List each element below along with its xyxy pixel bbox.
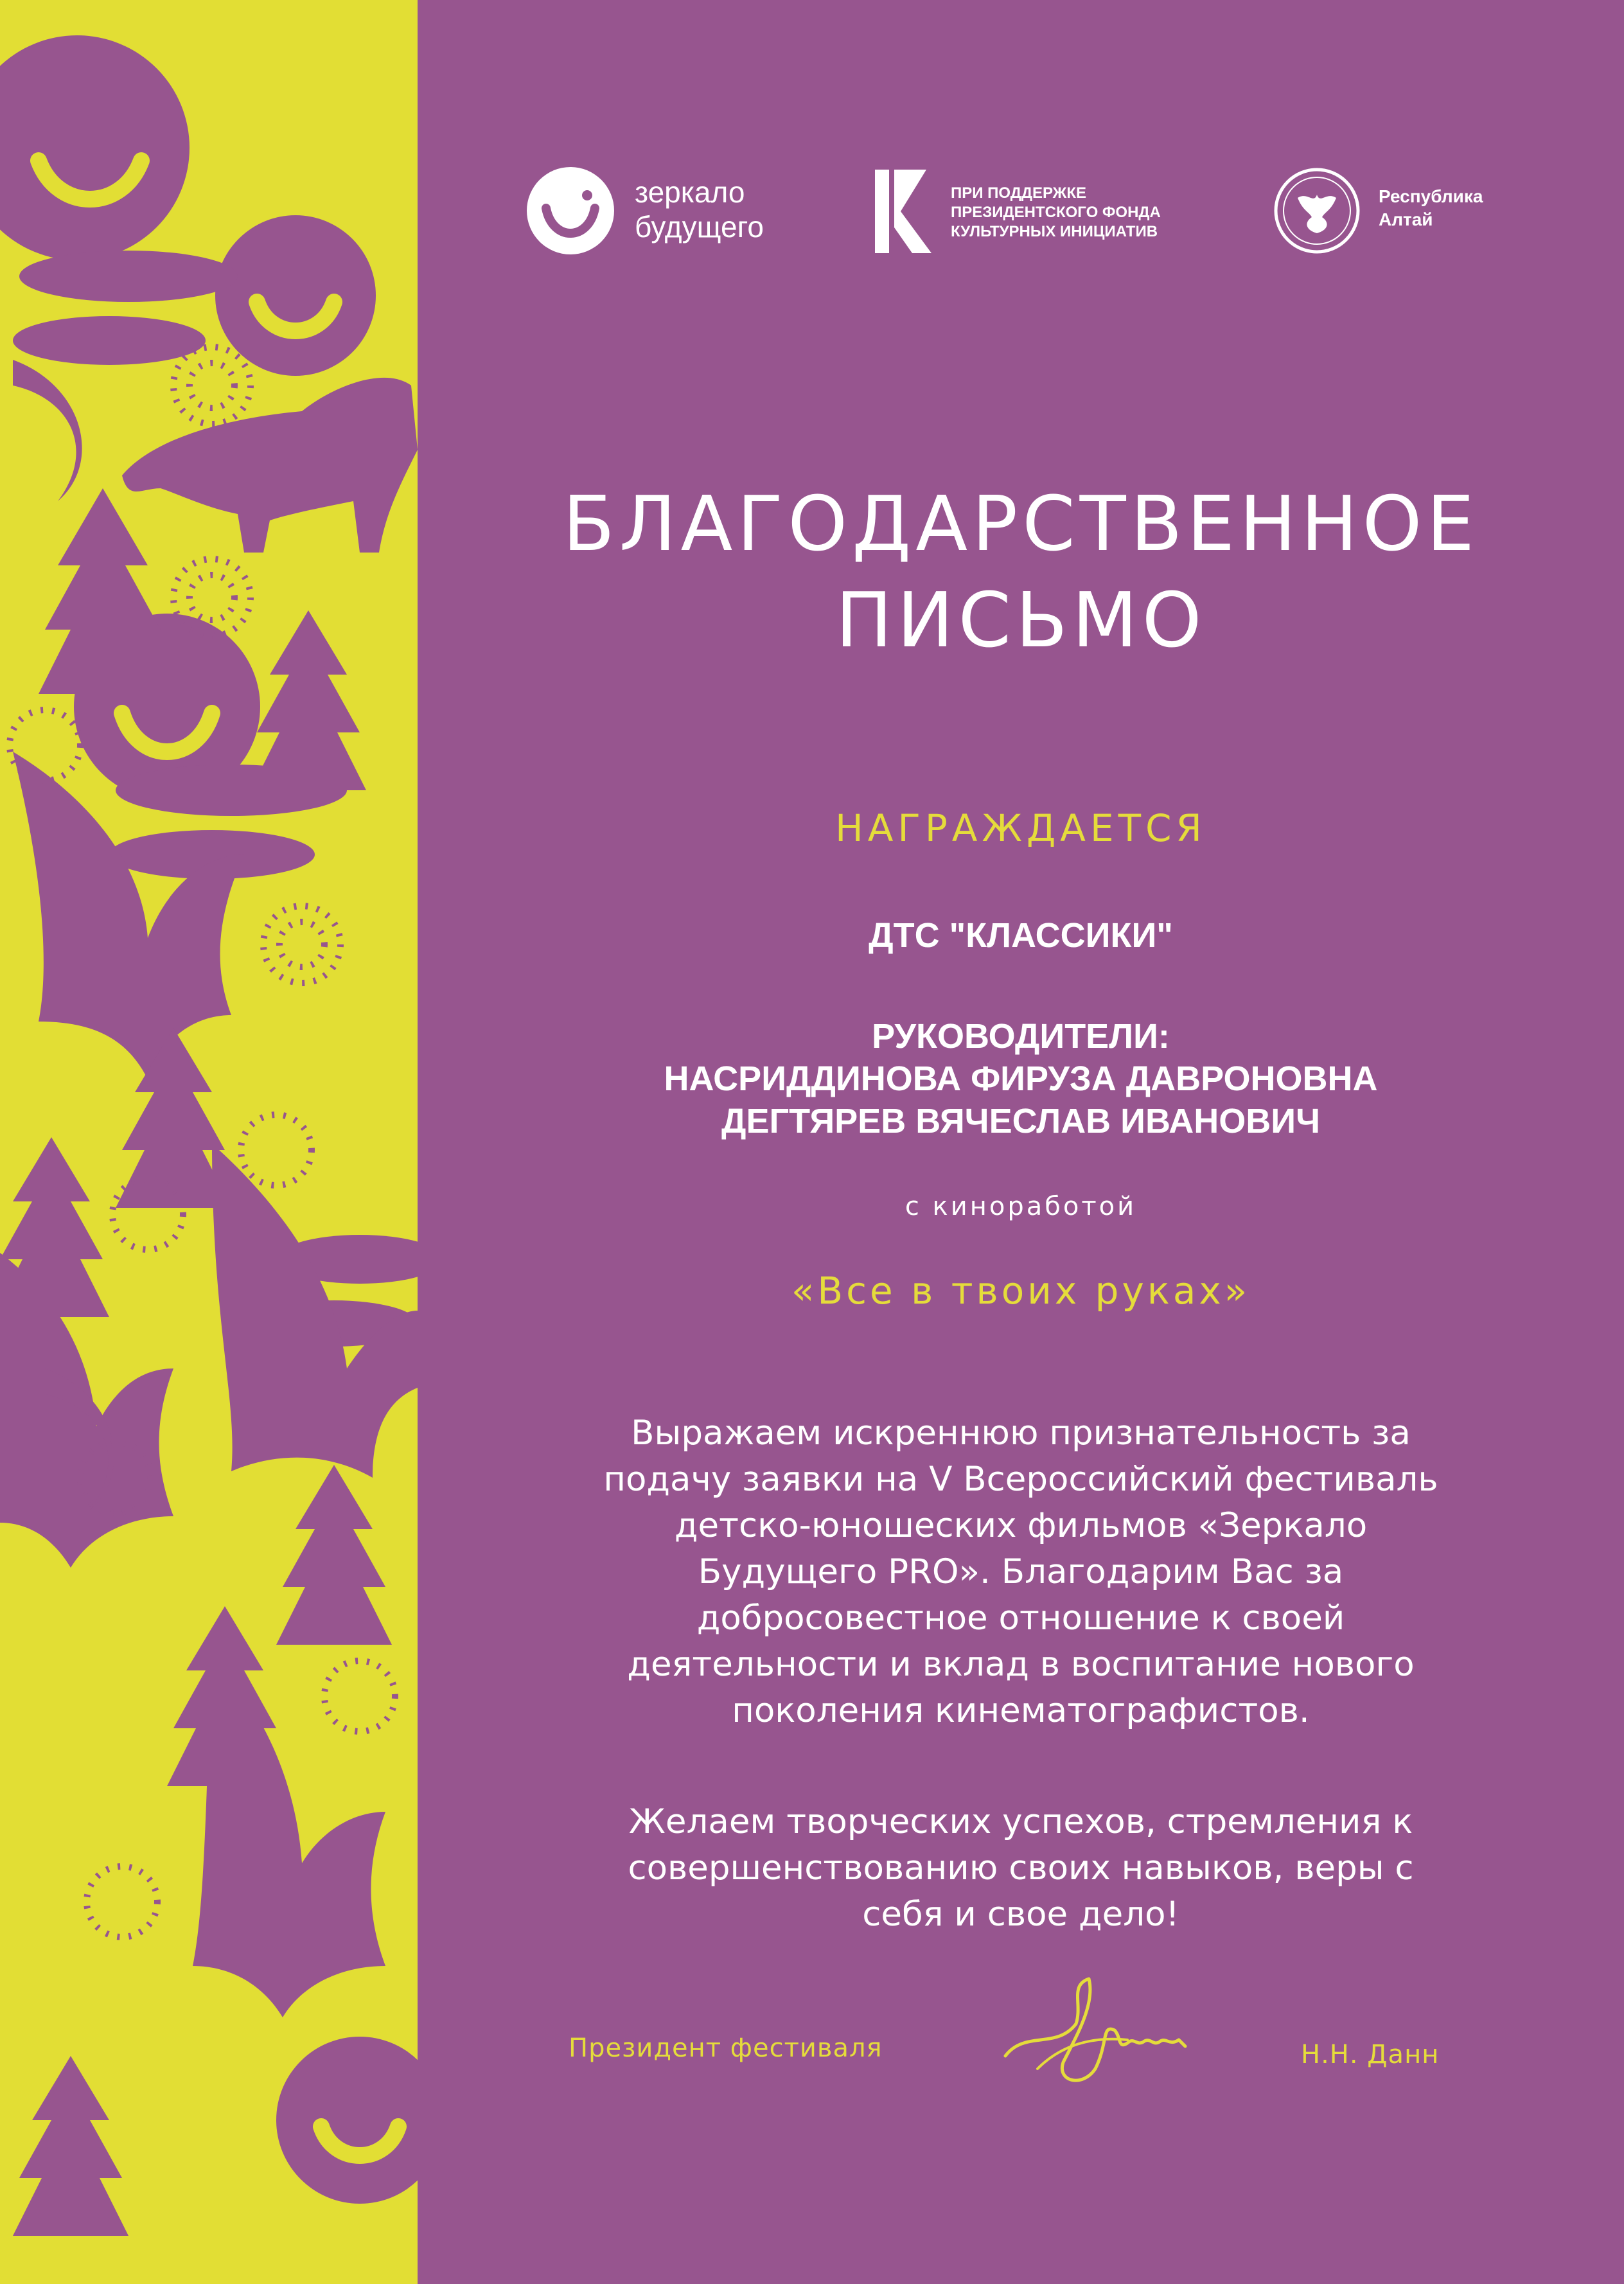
fund-logo-line3: КУЛЬТУРНЫХ ИНИЦИАТИВ: [951, 223, 1158, 240]
paragraph-line: добросовестное отношение к своей: [696, 1598, 1345, 1638]
signatory-name: Н.Н. Данн: [1301, 2040, 1440, 2069]
republic-logo-line1: Республика: [1379, 186, 1483, 206]
paragraph-line: деятельности и вклад в воспитание нового: [627, 1645, 1415, 1684]
wishes-paragraph: [418, 1799, 1624, 1938]
fund-k-logo-icon: [875, 170, 933, 253]
republic-logo-line2: Алтай: [1379, 209, 1433, 229]
fund-logo-line2: ПРЕЗИДЕНТСКОГО ФОНДА: [951, 204, 1161, 221]
signatory-role: Президент фестиваля: [569, 2033, 883, 2063]
organization-name: ДТС "КЛАССИКИ": [869, 916, 1173, 955]
gratitude-paragraph: [418, 1410, 1624, 1734]
leader-name-2: ДЕГТЯРЕВ ВЯЧЕСЛАВ ИВАНОВИЧ: [721, 1102, 1321, 1140]
awarded-label: НАГРАЖДАЕТСЯ: [835, 806, 1206, 850]
paragraph-line: Желаем творческих успехов, стремления к: [628, 1802, 1413, 1841]
paragraph-line: поколения кинематографистов.: [732, 1691, 1310, 1730]
certificate-title: [418, 475, 1624, 668]
certificate-main-panel: [418, 0, 1624, 2284]
altai-emblem-icon: [1272, 166, 1362, 256]
film-title: «Все в твоих руках»: [791, 1269, 1251, 1313]
leaders-block: [418, 1015, 1624, 1142]
zerkalo-logo-line1: зеркало: [635, 175, 745, 209]
paragraph-line: подачу заявки на V Всероссийский фестиваль: [603, 1460, 1438, 1499]
paragraph-line: детско-юношеских фильмов «Зеркало: [674, 1506, 1368, 1545]
decorative-ornament-stripe: [0, 0, 418, 2284]
title-line1: БЛАГОДАРСТВЕННОЕ: [562, 479, 1479, 568]
paragraph-line: совершенствованию своих навыков, веры с: [628, 1848, 1414, 1888]
paragraph-line: себя и свое дело!: [862, 1895, 1179, 1934]
paragraph-line: Будущего PRO». Благодарим Вас за: [698, 1552, 1344, 1591]
paragraph-line: Выражаем искреннюю признательность за: [631, 1413, 1411, 1453]
fund-logo-line1: ПРИ ПОДДЕРЖКЕ: [951, 184, 1087, 202]
leader-name-1: НАСРИДДИНОВА ФИРУЗА ДАВРОНОВНА: [664, 1059, 1378, 1098]
handwritten-signature: [999, 1966, 1192, 2094]
smile-logo-icon: [525, 166, 615, 256]
title-line2: ПИСЬМО: [835, 576, 1206, 664]
with-film-label: с киноработой: [905, 1192, 1137, 1221]
folk-ornament-graphic: [0, 0, 418, 2284]
zerkalo-logo-line2: будущего: [635, 210, 764, 243]
leaders-label: РУКОВОДИТЕЛИ:: [872, 1017, 1170, 1056]
